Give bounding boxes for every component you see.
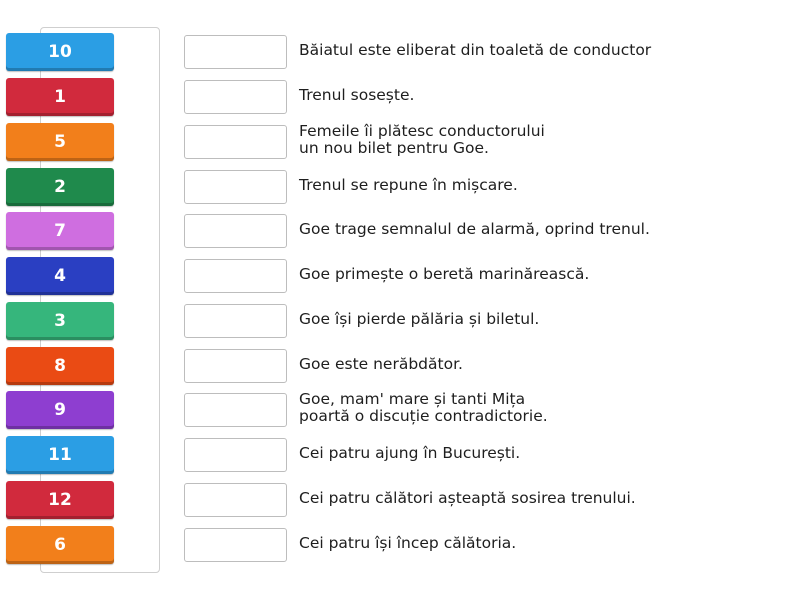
answer-tile[interactable]: 9 (6, 391, 114, 429)
statement-label: Cei patru își încep călătoria. (299, 533, 517, 552)
drop-slot[interactable] (184, 170, 287, 204)
statement-label: Goe primește o beretă marinărească. (299, 264, 590, 283)
drop-slot[interactable] (184, 528, 287, 562)
statement-label: Goe, mam' mare și tanti Mița poartă o discuție contradictorie. (299, 390, 548, 425)
statement-label: Goe își pierde pălăria și biletul. (299, 309, 540, 328)
drop-slot[interactable] (184, 483, 287, 517)
drop-slot[interactable] (184, 80, 287, 114)
answer-tile[interactable]: 2 (6, 168, 114, 206)
statement-label: Băiatul este eliberat din toaletă de conductor (299, 40, 652, 59)
answer-tile[interactable]: 7 (6, 212, 114, 250)
answer-tile[interactable]: 11 (6, 436, 114, 474)
answer-tile[interactable]: 12 (6, 481, 114, 519)
drop-slot[interactable] (184, 125, 287, 159)
statement-label: Goe trage semnalul de alarmă, oprind trenul. (299, 219, 650, 238)
drop-slot[interactable] (184, 304, 287, 338)
answer-tile[interactable]: 10 (6, 33, 114, 71)
statement-label: Trenul sosește. (299, 85, 415, 104)
answer-tile[interactable]: 8 (6, 347, 114, 385)
drop-slot[interactable] (184, 214, 287, 248)
drop-slot[interactable] (184, 35, 287, 69)
drop-slot[interactable] (184, 259, 287, 293)
statement-label: Trenul se repune în mișcare. (299, 175, 518, 194)
answer-tile[interactable]: 4 (6, 257, 114, 295)
drop-slot[interactable] (184, 438, 287, 472)
answer-tile[interactable]: 1 (6, 78, 114, 116)
answer-tile[interactable]: 3 (6, 302, 114, 340)
statement-label: Goe este nerăbdător. (299, 354, 463, 373)
drop-slot[interactable] (184, 393, 287, 427)
statement-label: Cei patru călători așteaptă sosirea trenului. (299, 488, 636, 507)
answer-tile[interactable]: 6 (6, 526, 114, 564)
answer-tile[interactable]: 5 (6, 123, 114, 161)
statement-label: Femeile îi plătesc conductorului un nou bilet pentru Goe. (299, 122, 545, 157)
statement-label: Cei patru ajung în București. (299, 443, 521, 462)
drop-slot[interactable] (184, 349, 287, 383)
